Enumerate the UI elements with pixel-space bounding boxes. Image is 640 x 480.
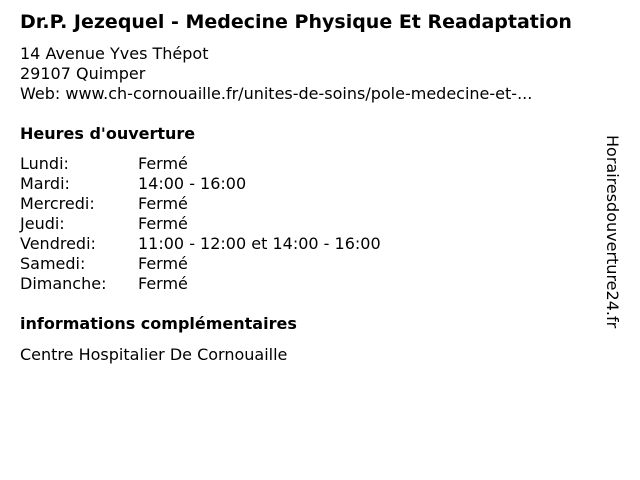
info-text: Centre Hospitalier De Cornouaille (20, 345, 288, 364)
hours-value: Fermé (138, 214, 188, 233)
day-label: Vendredi: (20, 234, 96, 253)
address-city: 29107 Quimper (20, 64, 146, 83)
hours-heading: Heures d'ouverture (20, 124, 196, 143)
day-label: Mercredi: (20, 194, 95, 213)
website-link[interactable]: Web: www.ch-cornouaille.fr/unites-de-soins/pole-medecine-et-... (20, 84, 533, 103)
hours-value: Fermé (138, 274, 188, 293)
hours-value: Fermé (138, 154, 188, 173)
hours-value: 14:00 - 16:00 (138, 174, 247, 193)
day-label: Mardi: (20, 174, 70, 193)
page-title: Dr.P. Jezequel - Medecine Physique Et Readaptation (20, 11, 572, 33)
day-label: Lundi: (20, 154, 69, 173)
hours-value: Fermé (138, 254, 188, 273)
day-label: Jeudi: (20, 214, 65, 233)
day-label: Samedi: (20, 254, 86, 273)
address-block (20, 44, 532, 104)
address-street: 14 Avenue Yves Thépot (20, 44, 209, 63)
hours-value: 11:00 - 12:00 et 14:00 - 16:00 (138, 234, 381, 253)
site-watermark: Horairesdouverture24.fr (603, 135, 622, 329)
hours-value: Fermé (138, 194, 188, 213)
day-label: Dimanche: (20, 274, 107, 293)
info-heading: informations complémentaires (20, 314, 297, 333)
